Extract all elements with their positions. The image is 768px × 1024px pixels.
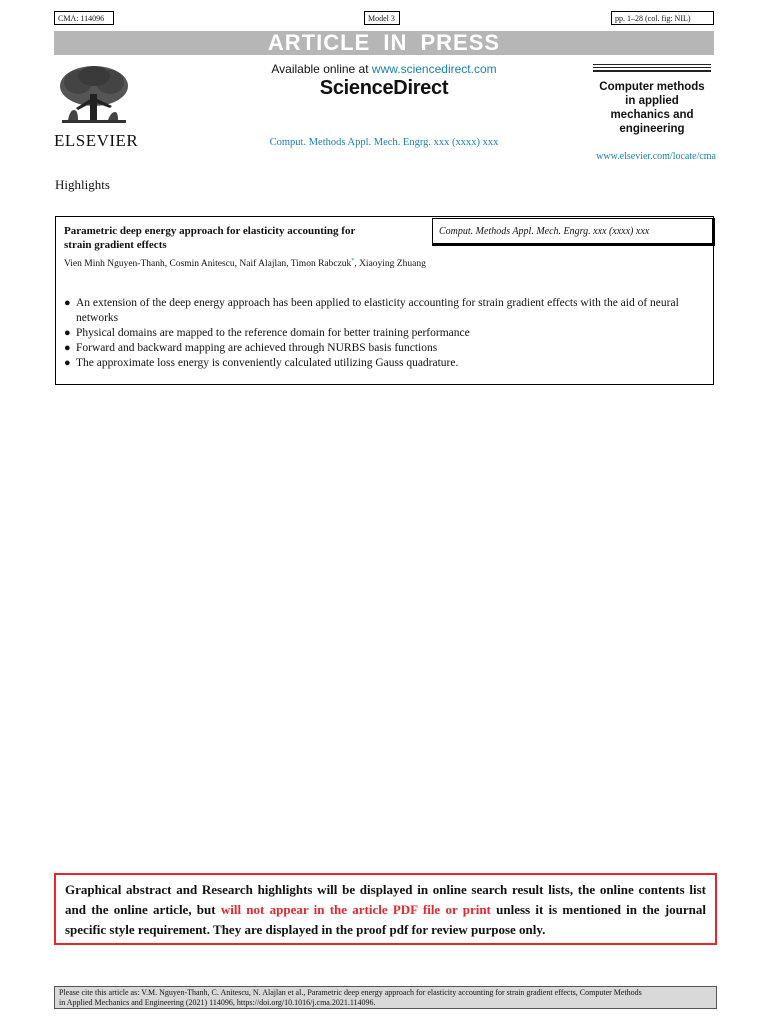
bullet-icon: ●: [64, 327, 71, 339]
rule-line: [593, 64, 711, 65]
journal-url[interactable]: www.elsevier.com/locate/cma: [596, 151, 716, 162]
section-label: Highlights: [55, 177, 110, 192]
journal-title: [593, 80, 711, 136]
manuscript-id-box: CMA: 114096: [54, 11, 114, 25]
journal-title-line: engineering: [619, 123, 685, 135]
bullet-icon: ●: [64, 357, 71, 369]
authors-text: Vien Minh Nguyen-Thanh, Cosmin Anitescu, Naif Alajlan, Timon Rabczuk: [64, 259, 352, 270]
highlights-list: [64, 296, 708, 371]
bullet-icon: ●: [64, 342, 71, 354]
notice-text-end: unless it is mentioned in the journal specific style requirement. They are displayed in the proof pdf for review purpose only.: [65, 902, 706, 937]
article-in-press-banner: ARTICLE IN PRESS: [54, 31, 714, 55]
publisher-name: ELSEVIER: [54, 131, 139, 150]
authors-text-end: , Xiaoying Zhuang: [354, 259, 426, 270]
citation-footer: [54, 986, 717, 1009]
bullet-icon: ●: [64, 297, 71, 309]
footer-line: in Applied Mechanics and Engineering (2021) 114096, https://doi.org/10.1016/j.cma.2021.114096.: [59, 998, 376, 1007]
rule-line: [593, 70, 711, 72]
highlights-box: [55, 216, 714, 385]
footer-line: Please cite this article as: V.M. Nguyen-Thanh, C. Anitescu, N. Alajlan et al., Parametric deep energy approach for elasticity accounting for strain gradient effects, Computer Methods: [59, 988, 642, 997]
journal-reference[interactable]: Comput. Methods Appl. Mech. Engrg. xxx (xxxx) xxx: [269, 137, 499, 148]
rule-line: [593, 67, 711, 68]
citation-box: Comput. Methods Appl. Mech. Engrg. xxx (xxxx) xxx: [432, 218, 715, 246]
highlight-text: Physical domains are mapped to the reference domain for better training performance: [76, 327, 470, 339]
paper-title: [64, 224, 424, 252]
author-list: [64, 258, 426, 269]
model-box: Model 3: [364, 11, 400, 25]
list-item: [64, 341, 708, 356]
corresponding-author-mark[interactable]: *: [351, 258, 355, 264]
journal-title-rules: [593, 64, 711, 76]
highlight-text: The approximate loss energy is conveniently calculated utilizing Gauss quadrature.: [76, 357, 459, 369]
journal-title-line: in applied: [625, 95, 679, 107]
list-item: [64, 326, 708, 341]
available-prefix: Available online at: [271, 62, 372, 76]
highlight-text: An extension of the deep energy approach has been applied to elasticity accounting for strain gradient effects with the aid of neural networks: [76, 297, 679, 324]
journal-title-line: Computer methods: [599, 81, 705, 93]
notice-text: Graphical abstract and Research highlights will be displayed in online search result lists, the online contents list and the online article, but: [65, 882, 706, 917]
journal-title-line: mechanics and: [610, 109, 694, 121]
pages-box: pp. 1–28 (col. fig: NIL): [611, 11, 714, 25]
list-item: [64, 356, 708, 371]
review-notice: [54, 873, 717, 945]
paper-title-line: Parametric deep energy approach for elasticity accounting for: [64, 225, 356, 237]
paper-title-line: strain gradient effects: [64, 239, 167, 251]
list-item: [64, 296, 708, 326]
sciencedirect-wordmark: ScienceDirect: [319, 77, 449, 99]
highlight-text: Forward and backward mapping are achieved through NURBS basis functions: [76, 342, 438, 354]
notice-warning: will not appear in the article PDF file or print: [220, 902, 491, 917]
sciencedirect-link[interactable]: www.sciencedirect.com: [371, 62, 497, 76]
